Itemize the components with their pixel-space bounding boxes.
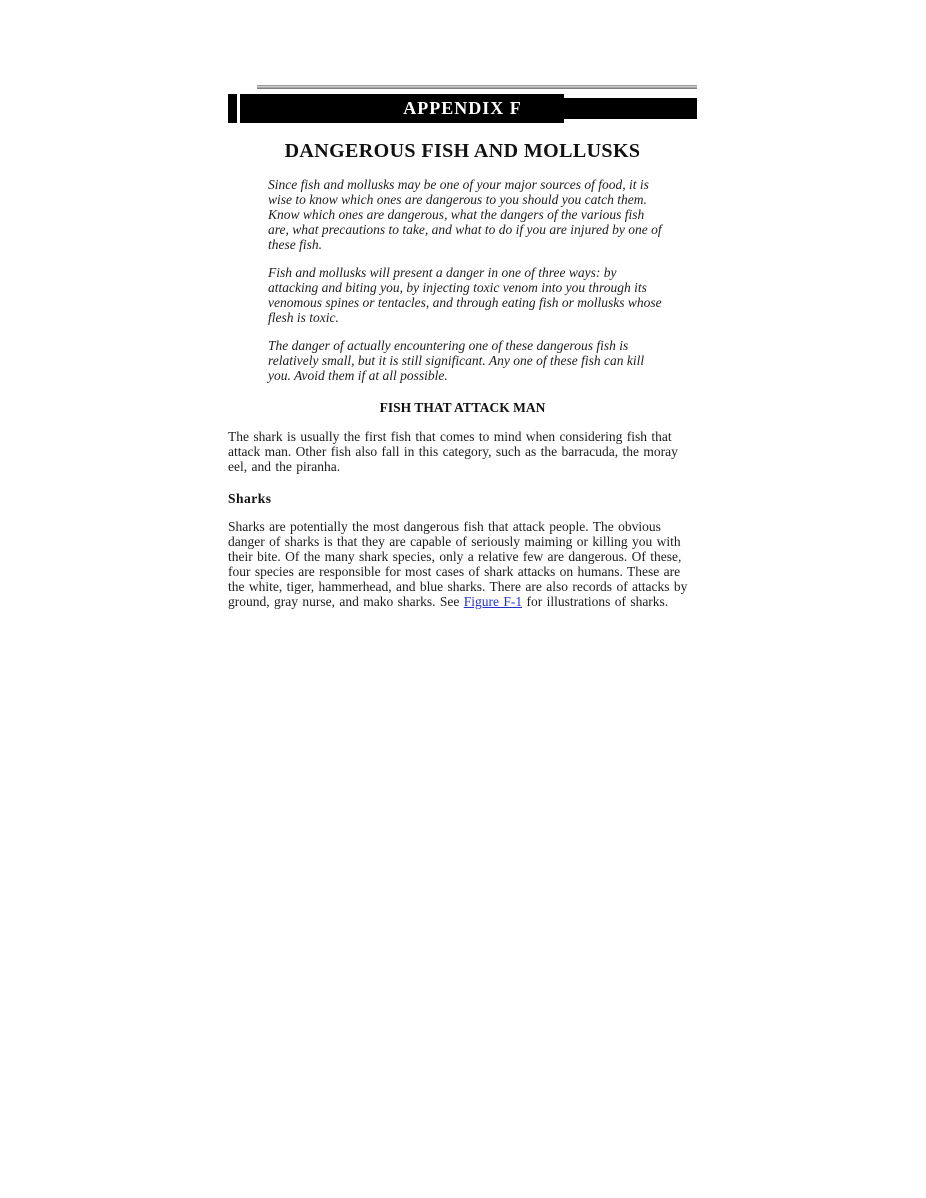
appendix-title: APPENDIX F [403, 98, 522, 118]
intro-paragraph-2: Fish and mollusks will present a danger in one of three ways: by attacking and biting you, by injecting toxic venom into you through its venomous spines or tentacles, and through eating fish or mollusks whose flesh is toxic. [268, 265, 662, 325]
content-column [228, 85, 697, 609]
sharks-text-after-link: for illustrations of sharks. [522, 594, 669, 609]
sharks-text-before-link: Sharks are potentially the most dangerous fish that attack people. The obvious danger of sharks is that they are capable of seriously maiming or killing you with their bite. Of the many shark species, only a relative few are dangerous. Of these, four species are responsible for most cases of shark attacks on humans. These are the white, tiger, hammerhead, and blue sharks. There are also records of attacks by ground, gray nurse, and mako sharks. See [228, 519, 688, 609]
sharks-paragraph [228, 519, 697, 609]
intro-block [268, 177, 666, 383]
intro-paragraph-1: Since fish and mollusks may be one of your major sources of food, it is wise to know which ones are dangerous to you should you catch them. Know which ones are dangerous, what the dangers of the various fish are, what precautions to take, and what to do if you are injured by one of these fish. [268, 177, 662, 252]
figure-f1-link[interactable]: Figure F-1 [463, 594, 523, 609]
intro-paragraph-3: The danger of actually encountering one of these dangerous fish is relatively small, but it is still significant. Any one of these fish can kill you. Avoid them if at all possible. [268, 338, 645, 383]
section-intro-paragraph: The shark is usually the first fish that comes to mind when considering fish that attack man. Other fish also fall in this category, such as the barracuda, the moray eel, and the piranha. [228, 429, 678, 474]
top-rule [257, 85, 697, 89]
appendix-banner [228, 94, 697, 123]
sharks-heading: Sharks [228, 491, 272, 506]
section-heading-fish-that-attack-man: FISH THAT ATTACK MAN [379, 400, 546, 415]
page-title: DANGEROUS FISH AND MOLLUSKS [284, 140, 641, 162]
